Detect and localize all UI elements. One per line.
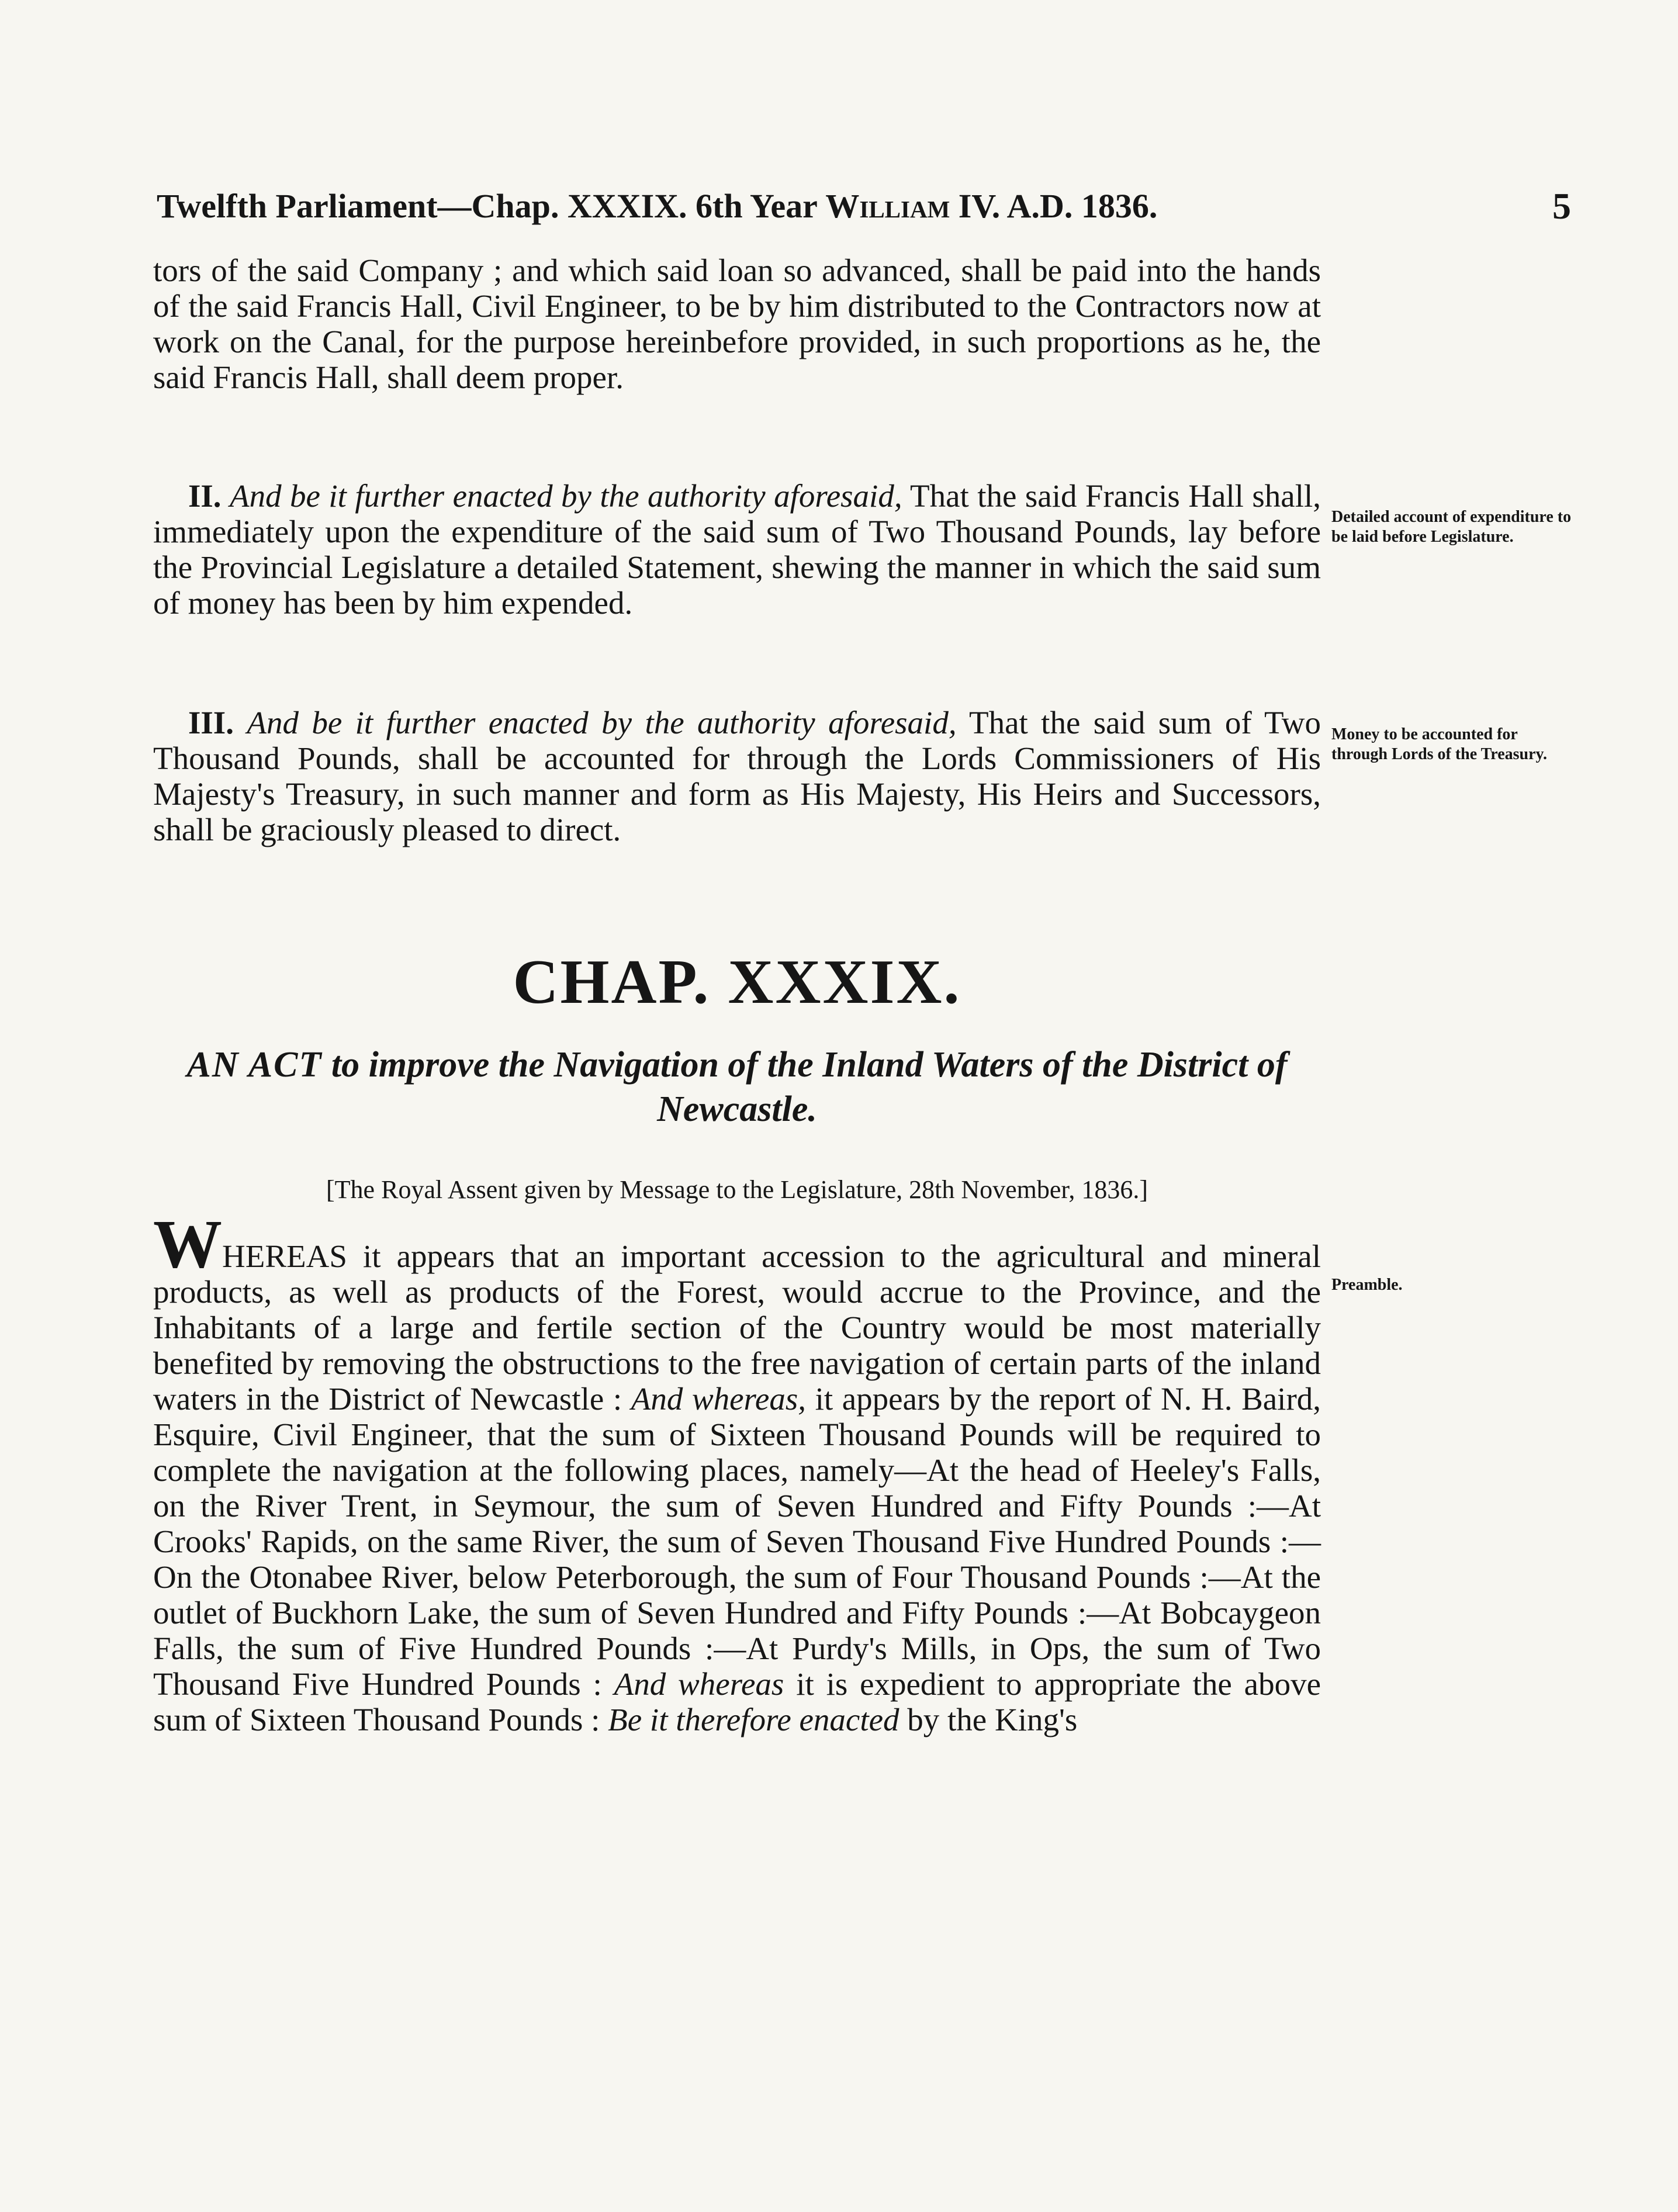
section-2-number: II. [188, 478, 222, 514]
preamble-text-3: it is expedient to appropriate the above sum of Sixteen Thousand Pounds : [153, 1666, 1321, 1737]
margin-note-section-3: Money to be accounted for through Lords of the Treasury. [1331, 725, 1547, 763]
monarch-name: William [825, 187, 950, 225]
preamble-text-4: by the King's [907, 1702, 1078, 1737]
page-header [157, 180, 1571, 233]
section-3-enacting-clause: And be it further enacted by the authority aforesaid, [247, 705, 957, 740]
section-3-paragraph [153, 705, 1321, 847]
section-3-number: III. [188, 705, 234, 740]
margin-note-section-2: Detailed account of expenditure to be laid before Legislature. [1331, 508, 1572, 546]
preamble-italic-1: And whereas, [631, 1381, 806, 1417]
preamble-text-2: it appears by the report of N. H. Baird, Esquire, Civil Engineer, that the sum of Sixteen Thousand Pounds will be required to complete the navigation at the following places, namely—At the head of Heeley's Falls, on the River Trent, in Seymour, the sum of Seven Hundred and Fifty Pounds :—At Crooks' Rapids, on the same River, the sum of Seven Thousand Five Hundred Pounds :—On the Otonabee River, below Peterborough, the sum of Four Thousand Pounds :—At the outlet of Buckhorn Lake, the sum of Seven Hundred and Fifty Pounds :—At Bobcaygeon Falls, the sum of Five Hundred Pounds :—At Purdy's Mills, in Ops, the sum of Two Thousand Five Hundred Pounds : [153, 1381, 1321, 1702]
section-2-enacting-clause: And be it further enacted by the authority aforesaid, [230, 478, 902, 514]
preamble-italic-2: And whereas [614, 1666, 784, 1702]
margin-note-preamble: Preamble. [1331, 1276, 1403, 1294]
running-head-suffix: IV. A.D. 1836. [950, 187, 1158, 225]
act-title [153, 1043, 1321, 1131]
continuation-paragraph: tors of the said Company ; and which said loan so advanced, shall be paid into the hands of the said Francis Hall, Civil Engineer, to be by him distributed to the Contractors now at work on the Canal, for the purpose hereinbefore provided, in such proportions as he, the said Francis Hall, shall deem proper. [153, 252, 1321, 395]
chapter-title: CHAP. XXXIX. [513, 947, 961, 1017]
page-number: 5 [1552, 185, 1571, 227]
running-head-prefix: Twelfth Parliament—Chap. XXXIX. 6th Year [157, 187, 826, 225]
drop-cap: W [153, 1206, 222, 1282]
section-2-text: That the said Francis Hall shall, immediately upon the expenditure of the said sum of Two Thousand Pounds, lay before the Provincial Legislature a detailed Statement, shewing the manner in which the said sum of money has been by him expended. [153, 478, 1321, 621]
preamble-paragraph [153, 1206, 1321, 1737]
act-label: AN ACT [186, 1045, 323, 1085]
section-2-paragraph [153, 478, 1321, 621]
preamble-text-1: HEREAS it appears that an important accession to the agricultural and mineral products, as well as products of the Forest, would accrue to the Province, and the Inhabitants of a large and fertile section of the Country would be most materially benefited by removing the obstructions to the free navigation of certain parts of the inland waters in the District of Newcastle : [153, 1238, 1321, 1417]
preamble-italic-3: Be it therefore enacted [608, 1702, 899, 1737]
act-title-text: to improve the Navigation of the Inland Waters of the District of Newcastle. [331, 1045, 1288, 1129]
royal-assent-line: [The Royal Assent given by Message to the Legislature, 28th November, 1836.] [326, 1175, 1148, 1204]
section-3-text: That the said sum of Two Thousand Pounds, shall be accounted for through the Lords Commissioners of His Majesty's Treasury, in such manner and form as His Majesty, His Heirs and Successors, shall be graciously pleased to direct. [153, 705, 1321, 847]
running-head [157, 180, 1157, 233]
